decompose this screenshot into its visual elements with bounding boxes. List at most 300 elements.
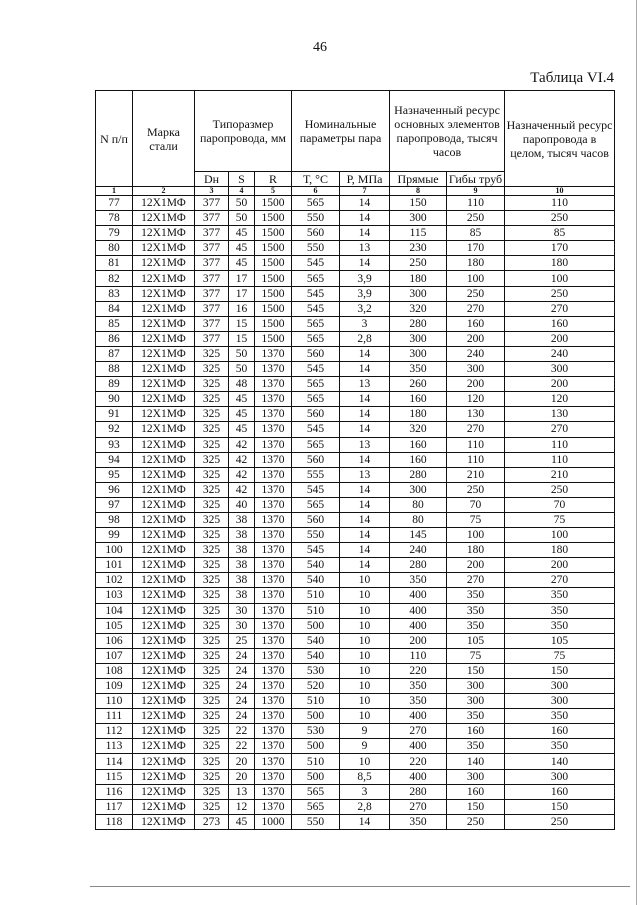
cell-total: 100 [505,271,615,286]
cell-r: 1370 [255,392,292,407]
cell-s: 42 [229,437,255,452]
cell-r: 1370 [255,467,292,482]
table-row [96,362,615,377]
cell-r: 1370 [255,739,292,754]
cell-s: 45 [229,226,255,241]
cell-s: 50 [229,346,255,361]
table-row [96,271,615,286]
cell-straight: 400 [390,709,447,724]
column-number: 2 [133,187,195,196]
cell-number: 94 [96,452,133,467]
cell-straight: 280 [390,316,447,331]
cell-bends: 350 [447,709,505,724]
table-row [96,392,615,407]
cell-steel-grade: 12Х1МФ [133,226,195,241]
cell-pressure: 13 [340,437,390,452]
cell-total: 160 [505,784,615,799]
cell-steel-grade: 12Х1МФ [133,754,195,769]
cell-straight: 220 [390,754,447,769]
cell-dn: 325 [195,543,229,558]
cell-straight: 400 [390,739,447,754]
cell-straight: 230 [390,241,447,256]
cell-dn: 377 [195,211,229,226]
cell-r: 1370 [255,618,292,633]
cell-straight: 80 [390,512,447,527]
cell-dn: 377 [195,316,229,331]
cell-bends: 250 [447,814,505,829]
table-row [96,648,615,663]
cell-dn: 325 [195,422,229,437]
cell-total: 150 [505,663,615,678]
cell-steel-grade: 12Х1МФ [133,558,195,573]
cell-r: 1500 [255,211,292,226]
cell-total: 350 [505,603,615,618]
cell-pressure: 13 [340,241,390,256]
cell-straight: 320 [390,422,447,437]
cell-pressure: 8,5 [340,769,390,784]
cell-straight: 400 [390,618,447,633]
cell-dn: 325 [195,754,229,769]
cell-dn: 325 [195,694,229,709]
header-temperature: Т, °С [292,172,340,187]
cell-straight: 300 [390,211,447,226]
cell-dn: 377 [195,241,229,256]
cell-total: 300 [505,694,615,709]
cell-number: 106 [96,633,133,648]
cell-bends: 250 [447,482,505,497]
cell-total: 270 [505,573,615,588]
header-total-resource: Назначенный ресурс паропровода в целом, тысяч часов [505,91,615,187]
cell-straight: 80 [390,497,447,512]
cell-temperature: 560 [292,452,340,467]
cell-pressure: 10 [340,588,390,603]
cell-pressure: 14 [340,407,390,422]
cell-r: 1370 [255,573,292,588]
table-row [96,512,615,527]
table-row [96,226,615,241]
cell-r: 1500 [255,286,292,301]
cell-temperature: 530 [292,663,340,678]
cell-straight: 350 [390,694,447,709]
cell-r: 1370 [255,648,292,663]
cell-dn: 325 [195,573,229,588]
cell-number: 77 [96,196,133,211]
cell-dn: 325 [195,799,229,814]
cell-steel-grade: 12Х1МФ [133,211,195,226]
cell-pressure: 14 [340,346,390,361]
table-row [96,739,615,754]
cell-bends: 120 [447,392,505,407]
cell-dn: 325 [195,648,229,663]
table-row [96,754,615,769]
table-row [96,497,615,512]
header-element-resource: Назначенный ресурс основных элементов паропровода, тысяч часов [390,91,505,172]
cell-s: 22 [229,724,255,739]
table-row [96,482,615,497]
cell-s: 38 [229,512,255,527]
table-row [96,377,615,392]
cell-total: 270 [505,301,615,316]
cell-steel-grade: 12Х1МФ [133,799,195,814]
cell-dn: 325 [195,392,229,407]
cell-temperature: 560 [292,346,340,361]
cell-pressure: 14 [340,814,390,829]
cell-number: 87 [96,346,133,361]
header-pipe-size: Типоразмер паропровода, мм [195,91,292,172]
cell-steel-grade: 12Х1МФ [133,482,195,497]
cell-r: 1370 [255,679,292,694]
cell-s: 42 [229,452,255,467]
cell-straight: 220 [390,663,447,678]
cell-bends: 200 [447,331,505,346]
cell-dn: 325 [195,663,229,678]
cell-total: 110 [505,437,615,452]
cell-number: 89 [96,377,133,392]
cell-s: 50 [229,211,255,226]
cell-total: 170 [505,241,615,256]
cell-total: 120 [505,392,615,407]
cell-bends: 270 [447,301,505,316]
cell-r: 1370 [255,543,292,558]
table-row [96,603,615,618]
cell-s: 45 [229,407,255,422]
cell-straight: 280 [390,784,447,799]
cell-s: 45 [229,392,255,407]
cell-temperature: 540 [292,648,340,663]
cell-dn: 325 [195,724,229,739]
cell-number: 92 [96,422,133,437]
cell-dn: 325 [195,618,229,633]
cell-pressure: 10 [340,694,390,709]
cell-temperature: 565 [292,437,340,452]
cell-pressure: 2,8 [340,331,390,346]
cell-pressure: 14 [340,528,390,543]
cell-r: 1500 [255,226,292,241]
cell-total: 300 [505,769,615,784]
cell-straight: 160 [390,392,447,407]
cell-steel-grade: 12Х1МФ [133,497,195,512]
cell-r: 1370 [255,558,292,573]
table-row [96,316,615,331]
cell-bends: 200 [447,558,505,573]
cell-straight: 280 [390,467,447,482]
cell-steel-grade: 12Х1МФ [133,573,195,588]
cell-number: 103 [96,588,133,603]
cell-straight: 260 [390,377,447,392]
cell-pressure: 10 [340,709,390,724]
table-row [96,543,615,558]
table-row [96,452,615,467]
cell-bends: 150 [447,799,505,814]
cell-pressure: 14 [340,452,390,467]
cell-pressure: 13 [340,377,390,392]
cell-bends: 170 [447,241,505,256]
cell-pressure: 14 [340,543,390,558]
cell-bends: 105 [447,633,505,648]
cell-total: 350 [505,618,615,633]
cell-total: 210 [505,467,615,482]
cell-s: 38 [229,543,255,558]
table-row [96,784,615,799]
header-pressure: Р, МПа [340,172,390,187]
cell-r: 1500 [255,241,292,256]
cell-r: 1370 [255,709,292,724]
cell-straight: 300 [390,482,447,497]
table-row [96,709,615,724]
cell-s: 50 [229,196,255,211]
cell-dn: 325 [195,407,229,422]
table-row [96,467,615,482]
cell-total: 75 [505,512,615,527]
table-row [96,196,615,211]
cell-straight: 270 [390,799,447,814]
cell-straight: 350 [390,573,447,588]
cell-bends: 210 [447,467,505,482]
cell-steel-grade: 12Х1МФ [133,256,195,271]
cell-straight: 300 [390,346,447,361]
cell-bends: 350 [447,588,505,603]
cell-number: 95 [96,467,133,482]
cell-pressure: 13 [340,467,390,482]
cell-bends: 100 [447,528,505,543]
cell-steel-grade: 12Х1МФ [133,377,195,392]
cell-number: 114 [96,754,133,769]
cell-number: 101 [96,558,133,573]
cell-pressure: 14 [340,362,390,377]
cell-temperature: 565 [292,799,340,814]
cell-temperature: 545 [292,362,340,377]
table-row [96,724,615,739]
cell-steel-grade: 12Х1МФ [133,618,195,633]
cell-total: 150 [505,799,615,814]
cell-temperature: 500 [292,739,340,754]
cell-s: 48 [229,377,255,392]
cell-pressure: 10 [340,573,390,588]
cell-r: 1500 [255,256,292,271]
cell-pressure: 14 [340,422,390,437]
cell-dn: 325 [195,497,229,512]
header-nominal-parameters: Номинальные параметры пара [292,91,390,172]
cell-s: 38 [229,573,255,588]
cell-temperature: 520 [292,679,340,694]
cell-dn: 273 [195,814,229,829]
cell-number: 83 [96,286,133,301]
cell-dn: 325 [195,528,229,543]
cell-straight: 150 [390,196,447,211]
table-row [96,528,615,543]
cell-total: 250 [505,286,615,301]
cell-pressure: 14 [340,211,390,226]
cell-s: 38 [229,528,255,543]
cell-r: 1370 [255,346,292,361]
cell-r: 1370 [255,362,292,377]
cell-steel-grade: 12Х1МФ [133,814,195,829]
cell-number: 82 [96,271,133,286]
cell-number: 115 [96,769,133,784]
cell-steel-grade: 12Х1МФ [133,784,195,799]
cell-s: 30 [229,618,255,633]
cell-total: 110 [505,196,615,211]
cell-s: 17 [229,271,255,286]
cell-dn: 325 [195,588,229,603]
cell-number: 104 [96,603,133,618]
cell-temperature: 545 [292,286,340,301]
cell-total: 270 [505,422,615,437]
cell-total: 350 [505,709,615,724]
cell-pressure: 9 [340,739,390,754]
cell-bends: 160 [447,784,505,799]
cell-temperature: 550 [292,814,340,829]
cell-dn: 325 [195,482,229,497]
cell-temperature: 565 [292,271,340,286]
cell-bends: 180 [447,256,505,271]
cell-r: 1370 [255,512,292,527]
cell-temperature: 550 [292,241,340,256]
cell-number: 80 [96,241,133,256]
cell-s: 45 [229,241,255,256]
cell-pressure: 14 [340,558,390,573]
cell-total: 250 [505,211,615,226]
cell-bends: 110 [447,452,505,467]
cell-pressure: 10 [340,663,390,678]
cell-steel-grade: 12Х1МФ [133,331,195,346]
cell-bends: 150 [447,663,505,678]
cell-steel-grade: 12Х1МФ [133,694,195,709]
cell-bends: 350 [447,603,505,618]
cell-temperature: 550 [292,528,340,543]
column-number: 10 [505,187,615,196]
cell-straight: 400 [390,769,447,784]
table-body [96,196,615,830]
table-row [96,694,615,709]
cell-dn: 325 [195,437,229,452]
cell-number: 116 [96,784,133,799]
cell-steel-grade: 12Х1МФ [133,241,195,256]
cell-dn: 325 [195,739,229,754]
cell-pressure: 10 [340,618,390,633]
cell-total: 350 [505,739,615,754]
cell-dn: 325 [195,512,229,527]
cell-steel-grade: 12Х1МФ [133,392,195,407]
cell-s: 17 [229,286,255,301]
cell-temperature: 555 [292,467,340,482]
cell-straight: 180 [390,407,447,422]
cell-total: 70 [505,497,615,512]
cell-number: 107 [96,648,133,663]
cell-straight: 300 [390,331,447,346]
table-row [96,241,615,256]
column-number: 8 [390,187,447,196]
cell-dn: 325 [195,679,229,694]
cell-r: 1500 [255,331,292,346]
table-row [96,633,615,648]
cell-r: 1500 [255,316,292,331]
table-row [96,799,615,814]
cell-total: 180 [505,543,615,558]
header-bends: Гибы труб [447,172,505,187]
cell-pressure: 14 [340,256,390,271]
cell-dn: 325 [195,467,229,482]
cell-temperature: 545 [292,422,340,437]
cell-pressure: 3,9 [340,286,390,301]
cell-s: 42 [229,482,255,497]
cell-temperature: 540 [292,633,340,648]
cell-dn: 325 [195,558,229,573]
header-s: S [229,172,255,187]
column-number: 5 [255,187,292,196]
cell-steel-grade: 12Х1МФ [133,588,195,603]
cell-pressure: 10 [340,648,390,663]
cell-pressure: 3 [340,784,390,799]
cell-bends: 70 [447,497,505,512]
cell-steel-grade: 12Х1МФ [133,709,195,724]
cell-temperature: 540 [292,558,340,573]
cell-temperature: 545 [292,543,340,558]
cell-bends: 240 [447,346,505,361]
cell-dn: 377 [195,331,229,346]
cell-total: 130 [505,407,615,422]
cell-temperature: 510 [292,694,340,709]
cell-s: 24 [229,709,255,724]
table-row [96,769,615,784]
cell-number: 99 [96,528,133,543]
cell-number: 86 [96,331,133,346]
cell-number: 112 [96,724,133,739]
cell-steel-grade: 12Х1МФ [133,316,195,331]
column-number: 7 [340,187,390,196]
cell-s: 24 [229,694,255,709]
cell-s: 42 [229,467,255,482]
cell-dn: 377 [195,271,229,286]
cell-number: 78 [96,211,133,226]
table-row [96,211,615,226]
right-edge-rule [636,0,637,905]
table-row [96,301,615,316]
cell-number: 111 [96,709,133,724]
cell-dn: 325 [195,346,229,361]
cell-bends: 110 [447,196,505,211]
cell-pressure: 10 [340,633,390,648]
cell-s: 15 [229,331,255,346]
cell-straight: 350 [390,814,447,829]
cell-number: 91 [96,407,133,422]
cell-number: 113 [96,739,133,754]
cell-temperature: 510 [292,603,340,618]
cell-r: 1000 [255,814,292,829]
cell-straight: 280 [390,558,447,573]
cell-straight: 200 [390,633,447,648]
cell-bends: 85 [447,226,505,241]
cell-s: 16 [229,301,255,316]
cell-number: 105 [96,618,133,633]
cell-bends: 160 [447,316,505,331]
cell-s: 12 [229,799,255,814]
cell-pressure: 14 [340,512,390,527]
cell-number: 100 [96,543,133,558]
cell-s: 25 [229,633,255,648]
cell-s: 20 [229,769,255,784]
cell-r: 1500 [255,196,292,211]
cell-pressure: 14 [340,392,390,407]
page-number: 46 [313,40,327,55]
cell-temperature: 565 [292,196,340,211]
cell-steel-grade: 12Х1МФ [133,362,195,377]
cell-dn: 325 [195,633,229,648]
table-row [96,346,615,361]
cell-bends: 300 [447,679,505,694]
cell-r: 1370 [255,663,292,678]
cell-total: 240 [505,346,615,361]
